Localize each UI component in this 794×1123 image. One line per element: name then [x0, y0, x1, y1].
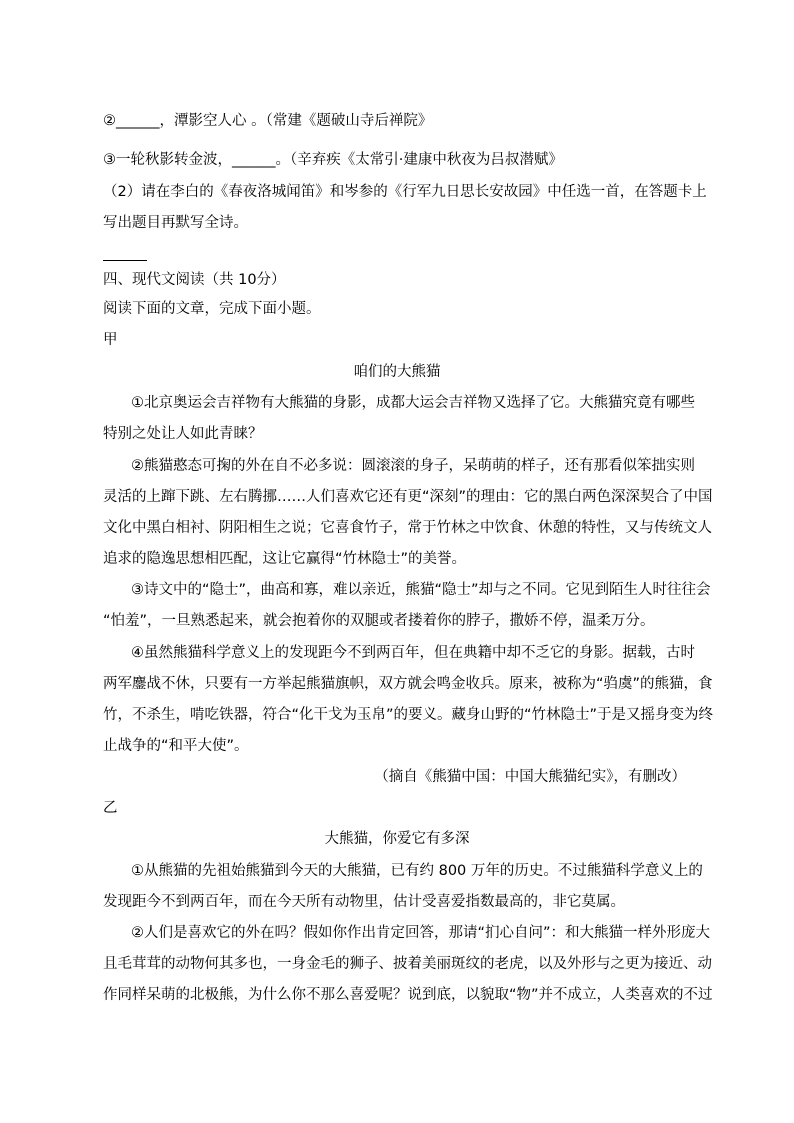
passage-a-p4-line1: ④虽然熊猫科学意义上的发现距今不到两百年，但在典籍中却不乏它的身影。据载，古时	[131, 645, 695, 661]
passage-a-title: 咱们的大熊猫	[353, 364, 441, 380]
passage-a-p2-line3: 文化中黑白相衬、阴阳相生之说；它喜食竹子，常于竹林之中饮食、休憩的特性，又与传统文人	[103, 520, 712, 536]
passage-a-p2-line4: 追求的隐逸思想相匹配，这让它赢得“竹林隐士”的美誉。	[103, 551, 467, 567]
passage-a-p3-line2: “怕羞”，一旦熟悉起来，就会抱着你的双腿或者搂着你的脖子，撒娇不停，温柔万分。	[103, 613, 655, 629]
passage-a-p1-line1: ①北京奥运会吉祥物有大熊猫的身影，成都大运会吉祥物又选择了它。大熊猫究竟有哪些	[131, 395, 695, 411]
passage-a-p4-line3: 竹，不杀生，啃吃铁器，符合“化干戈为玉帛”的要义。藏身山野的“竹林隐士”于是又摇身变为终	[103, 707, 714, 723]
poem-fill-blank-3: ③一轮秋影转金波，______。（辛弃疾《太常引·建康中秋夜为吕叔潜赋》	[103, 152, 563, 168]
passage-a-p2-line2: 灵活的上蹿下跳、左右腾挪……人们喜欢它还有更“深刻”的理由：它的黑白两色深深契合了中国	[103, 489, 713, 505]
poem-fill-blank-2: ②______，潭影空人心 。（常建《题破山寺后禅院》	[103, 113, 433, 129]
passage-b-p2-line2: 且毛茸茸的动物何其多也，一身金毛的狮子、披着美丽斑纹的老虎，以及外形与之更为接近、动	[103, 956, 712, 972]
question-2-line-2: 写出题目再默写全诗。	[103, 215, 248, 231]
answer-blank-line	[103, 260, 147, 261]
passage-a-p4-line4: 止战争的“和平大使”。	[103, 738, 249, 754]
section-heading-modern-reading: 四、现代文阅读（共 10分）	[103, 272, 286, 288]
passage-b-p1-line2: 发现距今不到两百年，而在今天所有动物里，估计受喜爱指数最高的，非它莫属。	[103, 894, 625, 910]
passage-label-b: 乙	[103, 800, 118, 816]
passage-b-title: 大熊猫，你爱它有多深	[324, 831, 470, 847]
question-2-line-1: （2）请在李白的《春夜洛城闻笛》和岑参的《行军九日思长安故园》中任选一首，在答题卡上	[103, 184, 707, 200]
passage-b-p2-line3: 作同样呆萌的北极熊，为什么你不那么喜爱呢？说到底，以貌取“物”并不成立，人类喜欢的不过	[103, 987, 713, 1003]
passage-a-p3-line1: ③诗文中的“隐士”，曲高和寡，难以亲近，熊猫“隐士”却与之不同。它见到陌生人时往往会	[131, 582, 711, 598]
passage-a-source: （摘自《熊猫中国：中国大熊猫纪实》，有删改）	[374, 769, 686, 785]
passage-b-p1-line1: ①从熊猫的先祖始熊猫到今天的大熊猫，已有约 800 万年的历史。不过熊猫科学意义上的	[131, 863, 703, 879]
passage-a-p2-line1: ②熊猫憨态可掬的外在自不必多说：圆滚滚的身子，呆萌萌的样子，还有那看似笨拙实则	[131, 458, 695, 474]
passage-b-p2-line1: ②人们是喜欢它的外在吗？假如你作出肯定回答，那请“扪心自问”：和大熊猫一样外形庞大	[131, 925, 711, 941]
passage-a-p1-line2: 特别之处让人如此青睐？	[103, 426, 263, 442]
reading-instruction: 阅读下面的文章，完成下面小题。	[103, 301, 321, 317]
passage-label-a: 甲	[103, 332, 118, 348]
passage-a-p4-line2: 两军鏖战不休，只要有一方举起熊猫旗帜，双方就会鸣金收兵。原来，被称为“驺虞”的熊猫，食	[103, 676, 713, 692]
